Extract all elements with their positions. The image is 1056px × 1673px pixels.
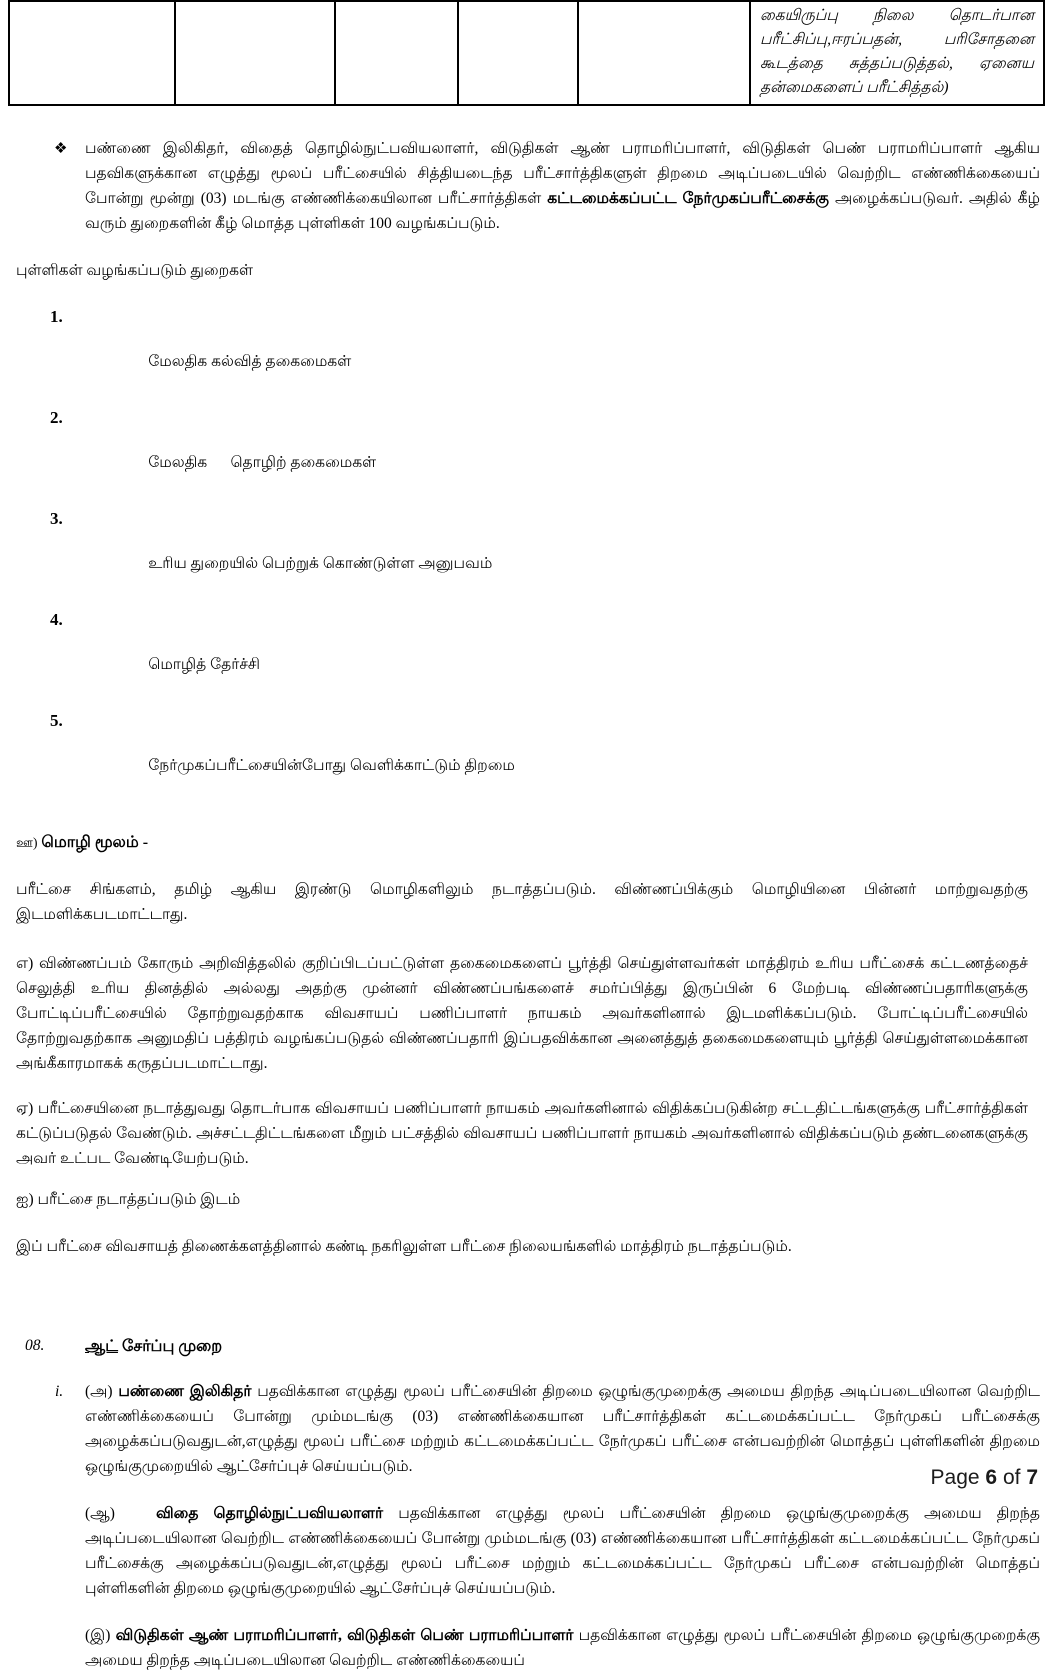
table-cell-duties-note — [750, 1, 1044, 105]
section-title-rest: சேர்ப்பு முறை — [117, 1338, 223, 1355]
roman-numeral: i. — [55, 1383, 64, 1400]
table-cell-4 — [458, 1, 578, 105]
interview-note-bold: கட்டமைக்கப்பட்ட நேர்முகப்பரீட்சைக்கு — [547, 190, 829, 207]
page-label-prefix: Page — [930, 1466, 980, 1489]
post-name-bold: பண்ணை இலிகிதர் — [118, 1383, 252, 1400]
list-item-number: 4. — [50, 610, 63, 629]
list-item-text: மேலதிக கல்வித் தகைமைகள் — [148, 353, 352, 370]
list-item-number: 1. — [50, 307, 63, 326]
medium-section-body: பரீட்சை சிங்களம், தமிழ் ஆகிய இரண்டு மொழிகளிலும் நடாத்தப்படும். விண்ணப்பிக்கும் மொழியினை பின்னர் மாற்றுவதற்கு இடமளிக்கபடமாட்டாது. — [16, 881, 1028, 923]
list-item-number: 2. — [50, 408, 63, 427]
qualifications-table-fragment — [8, 0, 1045, 106]
section-title-underlined: ஆட் — [85, 1338, 118, 1355]
item-text: பதவிக்கான எழுத்து மூலப் பரீட்சையின் திறமை ஒழுங்குமுறைக்கு அமைய திறந்த அடிப்படையிலான வெற்றிட எண்ணிக்கையைப் போன்று மும்மடங்கு (03) எண்ணிக்கையான பரீட்சார்த்திகள் கட்டமைக்கப்பட்ட நேர்முகப் பரீட்சைக்கு அழைக்கப்படுவதுடன்,எழுத்து மூலப் பரீட்சை மற்றும் கட்டமைக்கப்பட்ட நேர்முகப் பரீட்சை என்பவற்றின் மொத்தப் புள்ளிகளின் திறமை ஒழுங்குமுறையில் ஆட்சேர்ப்புச் செய்யப்படும். — [85, 1383, 1040, 1475]
duties-note-text: கையிருப்பு நிலை தொடர்பான பரீட்சிப்பு,ஈரப்பதன், பரிசோதனை கூடத்தை சுத்தப்படுத்தல், ஏனைய தன்மைகளைப் பரீட்சித்தல்) — [760, 7, 1034, 96]
section-title — [85, 1338, 222, 1355]
marks-areas-list — [16, 307, 1040, 799]
marks-areas-heading: புள்ளிகள் வழங்கப்படும் துறைகள் — [16, 262, 254, 279]
section-label: ஊ) — [16, 835, 38, 850]
page-label-middle: of — [1002, 1466, 1021, 1489]
sub-item-label: (இ) — [85, 1627, 111, 1644]
clause-e-paragraph: எ) விண்ணப்பம் கோரும் அறிவித்தலில் குறிப்பிடப்பட்டுள்ள தகைமைகளைப் பூர்த்தி செய்துள்ளவர்கள் மாத்திரம் உரிய பரீட்சைக் கட்டணத்தைச் செலுத்தி உரிய தினத்தில் அல்லது அதற்கு முன்னர் விண்ணப்பங்களைச் சமர்ப்பித்து இருப்பின் 6 மேற்படி விண்ணப்பதாரிகளுக்கு போட்டிப்பரீட்சையில் தோற்றுவதற்காக விவசாயப் பணிப்பாளர் நாயகம் அவர்களினால் இடமளிக்கப்படும். போட்டிப்பரீட்சையில் தோற்றுவதற்காக அனுமதிப் பத்திரம் வழங்கப்படுதல் விண்ணப்பதாரி இப்பதவிக்கான அனைத்துத் தகைமைகளையும் பூர்த்தி செய்துள்ளமைக்கான அங்கீகாரமாகக் கருதப்படமாட்டாது. — [16, 955, 1028, 1072]
clause-ai-heading: ஐ) பரீட்சை நடாத்தப்படும் இடம் — [16, 1191, 241, 1208]
medium-section-heading — [16, 833, 1040, 853]
section-title: மொழி மூலம் - — [41, 834, 149, 851]
diamond-bullet-icon: ❖ — [54, 141, 68, 157]
table-cell-1 — [9, 1, 175, 105]
list-item-text: உரிய துறையில் பெற்றுக் கொண்டுள்ள அனுபவம் — [148, 555, 493, 572]
page-current-number: 6 — [985, 1466, 998, 1489]
list-item-number: 5. — [50, 711, 63, 730]
recruitment-item-aa — [85, 1501, 1040, 1601]
table-cell-5 — [578, 1, 750, 105]
recruitment-item-i — [85, 1623, 1040, 1673]
clause-ee-paragraph: ஏ) பரீட்சையினை நடாத்துவது தொடர்பாக விவசாயப் பணிப்பாளர் நாயகம் அவர்களினால் விதிக்கப்படுகின்ற சட்டதிட்டங்களுக்கு பரீட்சார்த்திகள் கட்டுப்படுதல் வேண்டும். அச்சட்டதிட்டங்களை மீறும் பட்சத்தில் விவசாயப் பணிப்பாளர் நாயகம் அவர்களினால் விதிக்கப்படும் தண்டனைகளுக்கு அவர் உட்பட வேண்டியேற்படும். — [16, 1100, 1028, 1167]
post-name-bold: விடுதிகள் ஆண் பராமரிப்பாளர், விடுதிகள் பெண் பராமரிப்பாளர் — [115, 1627, 574, 1644]
item-text: பதவிக்கான எழுத்து மூலப் பரீட்சையின் திறமை ஒழுங்குமுறைக்கு அமைய திறந்த அடிப்படையிலான வெற்றிட எண்ணிக்கையைப் போன்று மும்மடங்கு (03) எண்ணிக்கையான பரீட்சார்த்திகள் கட்டமைக்கப்பட்ட நேர்முகப் பரீட்சைக்கு அழைக்கப்படுவதுடன்,எழுத்து மூலப் பரீட்சை மற்றும் கட்டமைக்கப்பட்ட நேர்முகப் பரீட்சை என்பவற்றின் மொத்தப் புள்ளிகளின் திறமை ஒழுங்குமுறையில் ஆட்சேர்ப்புச் செய்யப்படும். — [85, 1505, 1041, 1597]
interview-note-text-after: அழைக்கப்படுவர். அதில் கீழ் வரும் துறைகளின் கீழ் மொத்த புள்ளிகள் 100 வழங்கப்படும். — [85, 190, 1040, 232]
interview-note-text-before: பண்ணை இலிகிதர், விதைத் தொழில்நுட்பவியலாளர், விடுதிகள் ஆண் பராமரிப்பாளர், விடுதிகள் பெண் பராமரிப்பாளர் ஆகிய பதவிகளுக்கான எழுத்து மூலப் பரீட்சையில் சித்தியடைந்த பரீட்சார்த்திகளுள் திறமை அடிப்படையில் வெற்றிட எண்ணிக்கையைப் போன்று மூன்று (03) மடங்கு எண்ணிக்கையிலான பரீட்சார்த்திகள் — [85, 140, 1040, 207]
clause-ai-body: இப் பரீட்சை விவசாயத் திணைக்களத்தினால் கண்டி நகரிலுள்ள பரீட்சை நிலையங்களில் மாத்திரம் நடாத்தப்படும். — [16, 1238, 792, 1255]
list-item-text: நேர்முகப்பரீட்சையின்போது வெளிக்காட்டும் திறமை — [148, 757, 515, 774]
post-name-bold: விதை தொழில்நுட்பவியலாளர் — [156, 1505, 384, 1522]
page-number-footer — [931, 1466, 1038, 1490]
list-item-text: மொழித் தேர்ச்சி — [148, 656, 261, 673]
interview-note-paragraph — [54, 136, 1040, 236]
list-item — [16, 509, 1040, 597]
list-item — [16, 711, 1040, 799]
item-text: பதவிக்கான எழுத்து மூலப் பரீட்சையின் திறமை ஒழுங்குமுறைக்கு அமைய திறந்த அடிப்படையிலான வெற்றிட எண்ணிக்கையைப் — [85, 1627, 1040, 1669]
recruitment-item-a — [55, 1379, 1040, 1479]
list-item — [16, 408, 1040, 496]
table-cell-3 — [335, 1, 458, 105]
page-total-number: 7 — [1026, 1466, 1038, 1489]
recruitment-section-heading — [16, 1337, 1040, 1357]
sub-item-label: (அ) — [85, 1383, 113, 1400]
section-number: 08. — [25, 1337, 45, 1354]
list-item — [16, 307, 1040, 395]
list-item-number: 3. — [50, 509, 63, 528]
sub-item-label: (ஆ) — [85, 1505, 115, 1522]
list-item-text: மேலதிக தொழிற் தகைமைகள் — [148, 454, 377, 471]
table-row — [9, 1, 1044, 105]
table-cell-2 — [175, 1, 335, 105]
list-item — [16, 610, 1040, 698]
